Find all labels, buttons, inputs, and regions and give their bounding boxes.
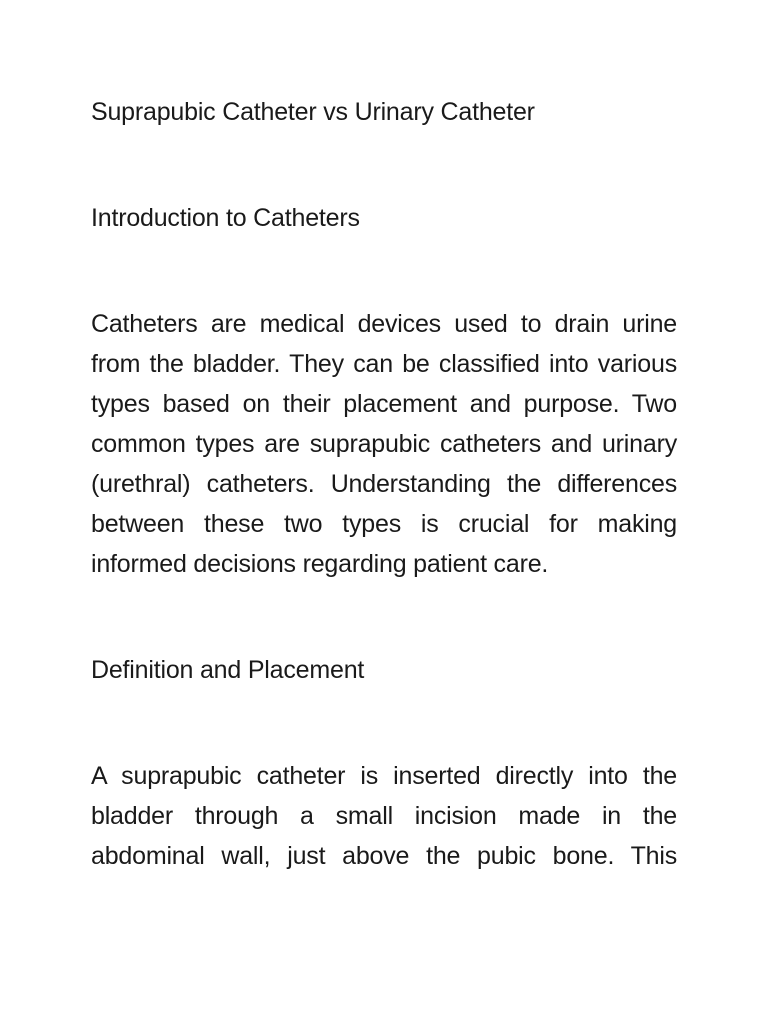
section-heading-definition: Definition and Placement: [91, 656, 365, 684]
section-heading-introduction: Introduction to Catheters: [91, 204, 360, 232]
document-title: Suprapubic Catheter vs Urinary Catheter: [91, 98, 535, 126]
section-paragraph-definition: A suprapubic catheter is inserted directly into the bladder through a small incision made in the abdominal wall, just above the pubic bone. This: [91, 762, 677, 870]
section-paragraph-introduction: Catheters are medical devices used to drain urine from the bladder. They can be classified into various types based on their placement and purpose. Two common types are suprapubic catheters and urinary (urethral) catheters. Understanding the differences between these two types is crucial for making informed decisions regarding patient care.: [91, 310, 677, 578]
document-body: [91, 92, 677, 876]
